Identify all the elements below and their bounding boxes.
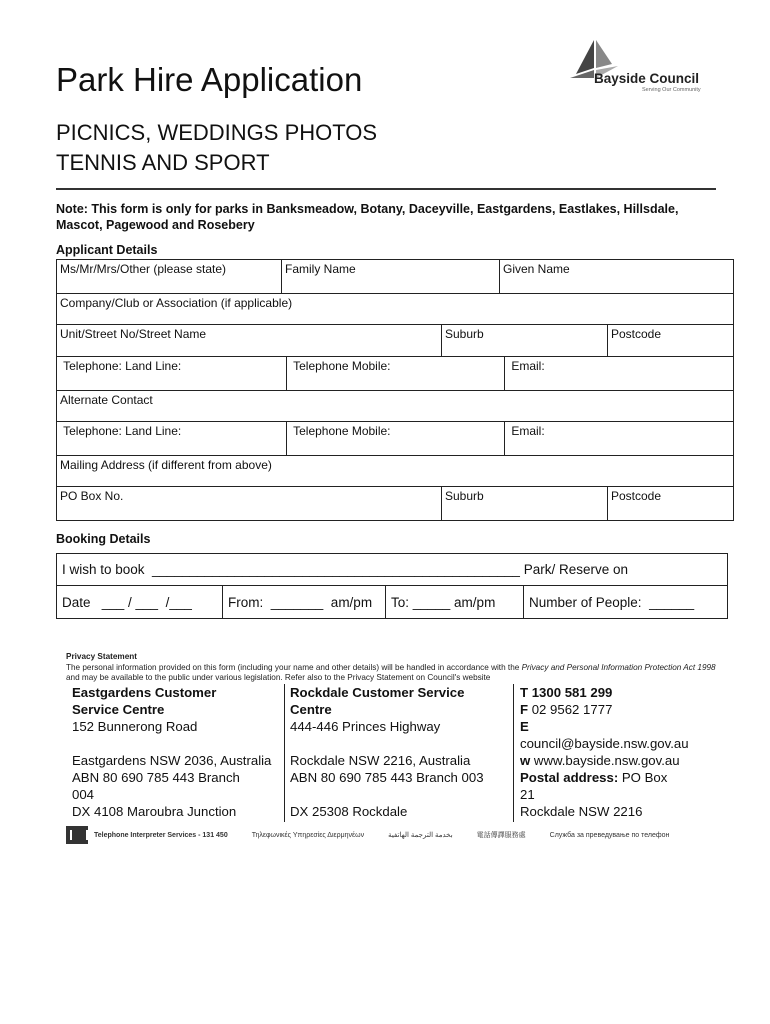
postal-number: 21 <box>520 787 535 802</box>
family-name-field[interactable] <box>281 260 499 293</box>
title-field[interactable] <box>57 260 281 293</box>
name-row <box>57 260 733 294</box>
web-prefix: w <box>520 753 531 768</box>
park-label: I wish to book _________________________________________________ Park/ Reserve on <box>62 562 628 577</box>
eastgardens-abn: ABN 80 690 785 443 Branch <box>72 770 240 785</box>
street-label: Unit/Street No/Street Name <box>60 327 207 341</box>
mailing-row <box>57 456 733 487</box>
booking-heading: Booking Details <box>56 532 151 546</box>
phone-number: T 1300 581 299 <box>520 685 613 700</box>
suburb-field[interactable] <box>441 325 607 356</box>
header-divider <box>56 188 716 190</box>
tis-label: Telephone Interpreter Services - 131 450 <box>94 831 228 839</box>
to-time-field[interactable] <box>385 586 523 618</box>
tis-russian: Служба за преведување по телефон <box>549 831 670 839</box>
mobile-label: Telephone Mobile: <box>290 359 391 373</box>
privacy-text-b: and may be available to the public under various legislation. Refer also to the Privacy Statement on Council's website <box>66 673 491 682</box>
privacy-act-name: Privacy and Personal Information Protection Act 1998 <box>521 662 716 672</box>
alt-landline-field[interactable] <box>57 422 286 455</box>
page-title: Park Hire Application <box>56 61 363 98</box>
booking-time-row <box>57 586 727 618</box>
eastgardens-name-2: Service Centre <box>72 702 165 717</box>
tis-arabic: بخدمة الترجمة الهاتفية <box>388 832 453 839</box>
email-prefix: E <box>520 719 529 734</box>
applicant-heading: Applicant Details <box>56 243 158 257</box>
tis-greek: Τηλεφωνικές Υπηρεσίες Διερμηνέων <box>251 831 365 839</box>
family-name-label: Family Name <box>285 262 356 276</box>
postal-label: Postal address: <box>520 770 619 785</box>
alt-contact-field[interactable] <box>57 391 733 421</box>
given-name-field[interactable] <box>499 260 733 293</box>
tis-chinese: 電話傳譯服務處 <box>476 832 526 839</box>
alt-contact-row <box>57 391 733 422</box>
company-label: Company/Club or Association (if applicable) <box>60 296 293 310</box>
alt-mobile-label: Telephone Mobile: <box>290 424 391 438</box>
postal-po-box: PO Box <box>618 770 668 785</box>
eastgardens-office <box>72 684 282 820</box>
landline-field[interactable] <box>57 357 286 390</box>
eastgardens-branch: 004 <box>72 787 95 802</box>
email-label: Email: <box>508 359 545 373</box>
council-email-link[interactable]: council@bayside.nsw.gov.au <box>520 736 689 751</box>
phone-row <box>57 357 733 391</box>
from-time-field[interactable] <box>222 586 385 618</box>
pobox-label: PO Box No. <box>60 489 124 503</box>
subtitle-line-2: TENNIS AND SPORT <box>56 150 270 175</box>
to-label: To: _____ am/pm <box>391 594 496 610</box>
title-label: Ms/Mr/Mrs/Other (please state) <box>60 262 227 276</box>
landline-label: Telephone: Land Line: <box>60 359 182 373</box>
mobile-field[interactable] <box>286 357 504 390</box>
park-field[interactable] <box>57 554 727 585</box>
booking-park-row <box>57 554 727 586</box>
privacy-text <box>66 663 716 684</box>
alt-mobile-field[interactable] <box>286 422 504 455</box>
rockdale-street: 444-446 Princes Highway <box>290 719 441 734</box>
logo-name: Bayside Council <box>594 71 700 86</box>
from-label: From: _______ am/pm <box>228 594 373 610</box>
postcode-field[interactable] <box>607 325 733 356</box>
alt-email-field[interactable] <box>504 422 733 455</box>
column-divider <box>284 684 285 822</box>
alt-phone-row <box>57 422 733 456</box>
fax-line <box>520 701 710 718</box>
applicant-form <box>56 259 734 521</box>
fax-prefix: F <box>520 702 529 717</box>
street-field[interactable] <box>57 325 441 356</box>
interpreter-icon <box>66 826 88 844</box>
subtitle-line-1: PICNICS, WEDDINGS PHOTOS <box>56 120 378 145</box>
privacy-text-a: The personal information provided on this form (including your name and other details) will be handled in accordance with the <box>66 662 522 672</box>
rockdale-office <box>290 684 510 820</box>
eastgardens-street: 152 Bunnerong Road <box>72 719 198 734</box>
rockdale-name-2: Centre <box>290 702 332 717</box>
suburb-label: Suburb <box>445 327 484 341</box>
people-label: Number of People: ______ <box>529 594 695 610</box>
rockdale-dx: DX 25308 Rockdale <box>290 804 408 819</box>
form-note: Note: This form is only for parks in Banksmeadow, Botany, Daceyville, Eastgardens, Eastlakes, Hillsdale, Mascot, Pagewood and Rosebery <box>56 202 679 232</box>
alt-contact-label: Alternate Contact <box>60 393 153 407</box>
alt-email-label: Email: <box>508 424 545 438</box>
eastgardens-city: Eastgardens NSW 2036, Australia <box>72 753 272 768</box>
eastgardens-name-1: Eastgardens Customer <box>72 685 217 700</box>
postcode-label: Postcode <box>611 327 662 341</box>
privacy-heading: Privacy Statement <box>66 652 137 661</box>
rockdale-abn: ABN 80 690 785 443 Branch 003 <box>290 770 484 785</box>
date-label: Date ___ / ___ /___ <box>62 594 192 610</box>
given-name-label: Given Name <box>503 262 570 276</box>
mailing-address-field[interactable] <box>57 456 733 486</box>
website-link[interactable]: www.bayside.nsw.gov.au <box>530 753 680 768</box>
email-field[interactable] <box>504 357 733 390</box>
mail-postcode-field[interactable] <box>607 487 733 520</box>
mail-postcode-label: Postcode <box>611 489 662 503</box>
address-row <box>57 325 733 357</box>
pobox-row <box>57 487 733 520</box>
council-contact <box>520 684 710 820</box>
people-field[interactable] <box>523 586 727 618</box>
page-subtitle <box>56 118 377 178</box>
eastgardens-dx: DX 4108 Maroubra Junction <box>72 804 237 819</box>
rockdale-name-1: Rockdale Customer Service <box>290 685 465 700</box>
privacy-statement <box>66 652 716 684</box>
company-field[interactable] <box>57 294 733 324</box>
alt-landline-label: Telephone: Land Line: <box>60 424 182 438</box>
website-line <box>520 752 710 769</box>
postal-line <box>520 769 710 786</box>
date-field[interactable] <box>57 586 222 618</box>
fax-number: 02 9562 1777 <box>528 702 613 717</box>
mail-suburb-field[interactable] <box>441 487 607 520</box>
company-row <box>57 294 733 325</box>
pobox-field[interactable] <box>57 487 441 520</box>
mailing-label: Mailing Address (if different from above) <box>60 458 272 472</box>
rockdale-city: Rockdale NSW 2216, Australia <box>290 753 471 768</box>
interpreter-strip <box>66 824 669 846</box>
column-divider <box>513 684 514 822</box>
booking-form <box>56 553 728 619</box>
mail-suburb-label: Suburb <box>445 489 484 503</box>
postal-city: Rockdale NSW 2216 <box>520 804 643 819</box>
logo-tagline: Serving Our Community <box>642 87 701 93</box>
council-logo <box>566 38 716 98</box>
